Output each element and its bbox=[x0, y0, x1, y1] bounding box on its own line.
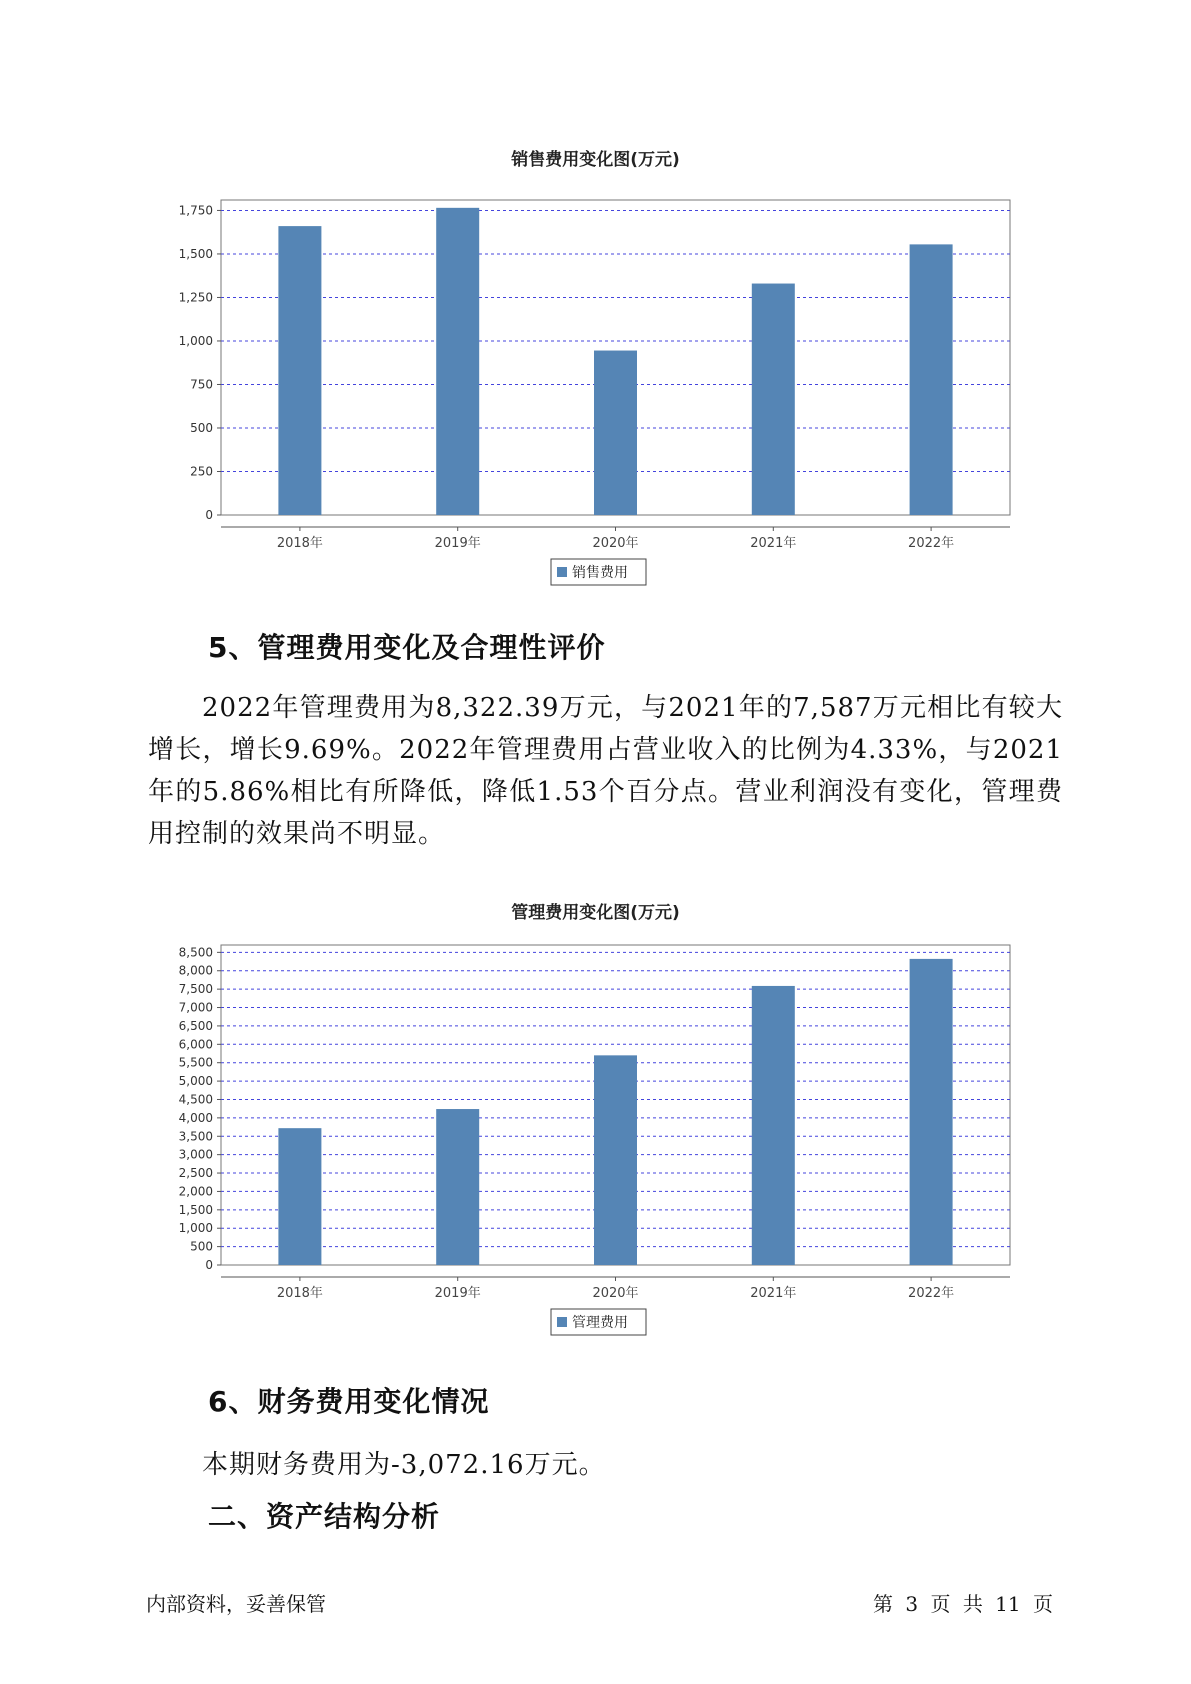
fin-expense-paragraph: 本期财务费用为-3,072.16万元。 bbox=[202, 1450, 606, 1480]
mgmt-expense-chart bbox=[0, 915, 1191, 1355]
x-tick-label: 2019年 bbox=[434, 536, 481, 551]
y-tick-label: 8,500 bbox=[178, 945, 213, 960]
y-tick-label: 7,000 bbox=[178, 1000, 213, 1015]
mgmt-expense-paragraph: 2022年管理费用为8,322.39万元，与2021年的7,587万元相比有较大增长，增长9.69%。2022年管理费用占营业收入的比例为4.33%，与2021年的5.86%相比有所降低，降低1.53个百分点。营业利润没有变化，管理费用控制的效果尚不明显。 bbox=[148, 693, 1063, 849]
y-tick-label: 1,750 bbox=[178, 203, 213, 218]
sales-expense-chart bbox=[0, 165, 1191, 605]
page-number: 第 3 页 共 11 页 bbox=[873, 1592, 1053, 1616]
bar-2020年 bbox=[594, 351, 637, 515]
bar-2021年 bbox=[752, 284, 795, 515]
legend-label: 销售费用 bbox=[572, 565, 628, 581]
y-tick-label: 1,500 bbox=[178, 246, 213, 261]
confidential-note: 内部资料，妥善保管 bbox=[146, 1592, 326, 1616]
mgmt-expense-heading: 5、管理费用变化及合理性评价 bbox=[208, 631, 606, 664]
legend-label: 管理费用 bbox=[572, 1315, 628, 1331]
bar-2018年 bbox=[278, 226, 321, 515]
y-tick-label: 3,000 bbox=[178, 1147, 213, 1162]
sales-expense-chart-title: 销售费用变化图(万元) bbox=[511, 150, 680, 170]
x-tick-label: 2018年 bbox=[276, 536, 323, 551]
y-tick-label: 0 bbox=[205, 508, 213, 522]
bar-2022年 bbox=[910, 244, 953, 515]
bar-2020年 bbox=[594, 1055, 637, 1265]
fin-expense-heading: 6、财务费用变化情况 bbox=[208, 1385, 490, 1418]
y-tick-label: 500 bbox=[190, 420, 213, 435]
x-tick-label: 2018年 bbox=[276, 1286, 323, 1301]
x-tick-label: 2019年 bbox=[434, 1286, 481, 1301]
mgmt-expense-chart-title: 管理费用变化图(万元) bbox=[511, 903, 680, 923]
bar-2021年 bbox=[752, 986, 795, 1265]
x-tick-label: 2021年 bbox=[750, 1286, 797, 1301]
y-tick-label: 1,500 bbox=[178, 1202, 213, 1217]
y-tick-label: 1,250 bbox=[178, 290, 213, 305]
x-tick-label: 2022年 bbox=[908, 1286, 955, 1301]
y-tick-label: 1,000 bbox=[178, 1221, 213, 1236]
y-tick-label: 8,000 bbox=[178, 963, 213, 978]
y-tick-label: 5,500 bbox=[178, 1055, 213, 1070]
x-tick-label: 2021年 bbox=[750, 536, 797, 551]
y-tick-label: 4,500 bbox=[178, 1092, 213, 1107]
y-tick-label: 4,000 bbox=[178, 1110, 213, 1125]
y-tick-label: 5,000 bbox=[178, 1074, 213, 1089]
bar-2018年 bbox=[278, 1128, 321, 1265]
x-tick-label: 2020年 bbox=[592, 1286, 639, 1301]
y-tick-label: 500 bbox=[190, 1239, 213, 1254]
legend-swatch bbox=[557, 567, 567, 577]
legend-swatch bbox=[557, 1317, 567, 1327]
y-tick-label: 750 bbox=[190, 377, 213, 392]
y-tick-label: 3,500 bbox=[178, 1129, 213, 1144]
bar-2019年 bbox=[436, 208, 479, 515]
y-tick-label: 7,500 bbox=[178, 982, 213, 997]
y-tick-label: 250 bbox=[190, 464, 213, 479]
y-tick-label: 2,000 bbox=[178, 1184, 213, 1199]
y-tick-label: 1,000 bbox=[178, 333, 213, 348]
bar-2022年 bbox=[910, 959, 953, 1265]
x-tick-label: 2022年 bbox=[908, 536, 955, 551]
x-tick-label: 2020年 bbox=[592, 536, 639, 551]
y-tick-label: 6,000 bbox=[178, 1037, 213, 1052]
y-tick-label: 2,500 bbox=[178, 1166, 213, 1181]
y-tick-label: 0 bbox=[205, 1258, 213, 1272]
y-tick-label: 6,500 bbox=[178, 1018, 213, 1033]
bar-2019年 bbox=[436, 1109, 479, 1265]
asset-structure-heading: 二、资产结构分析 bbox=[208, 1500, 441, 1533]
